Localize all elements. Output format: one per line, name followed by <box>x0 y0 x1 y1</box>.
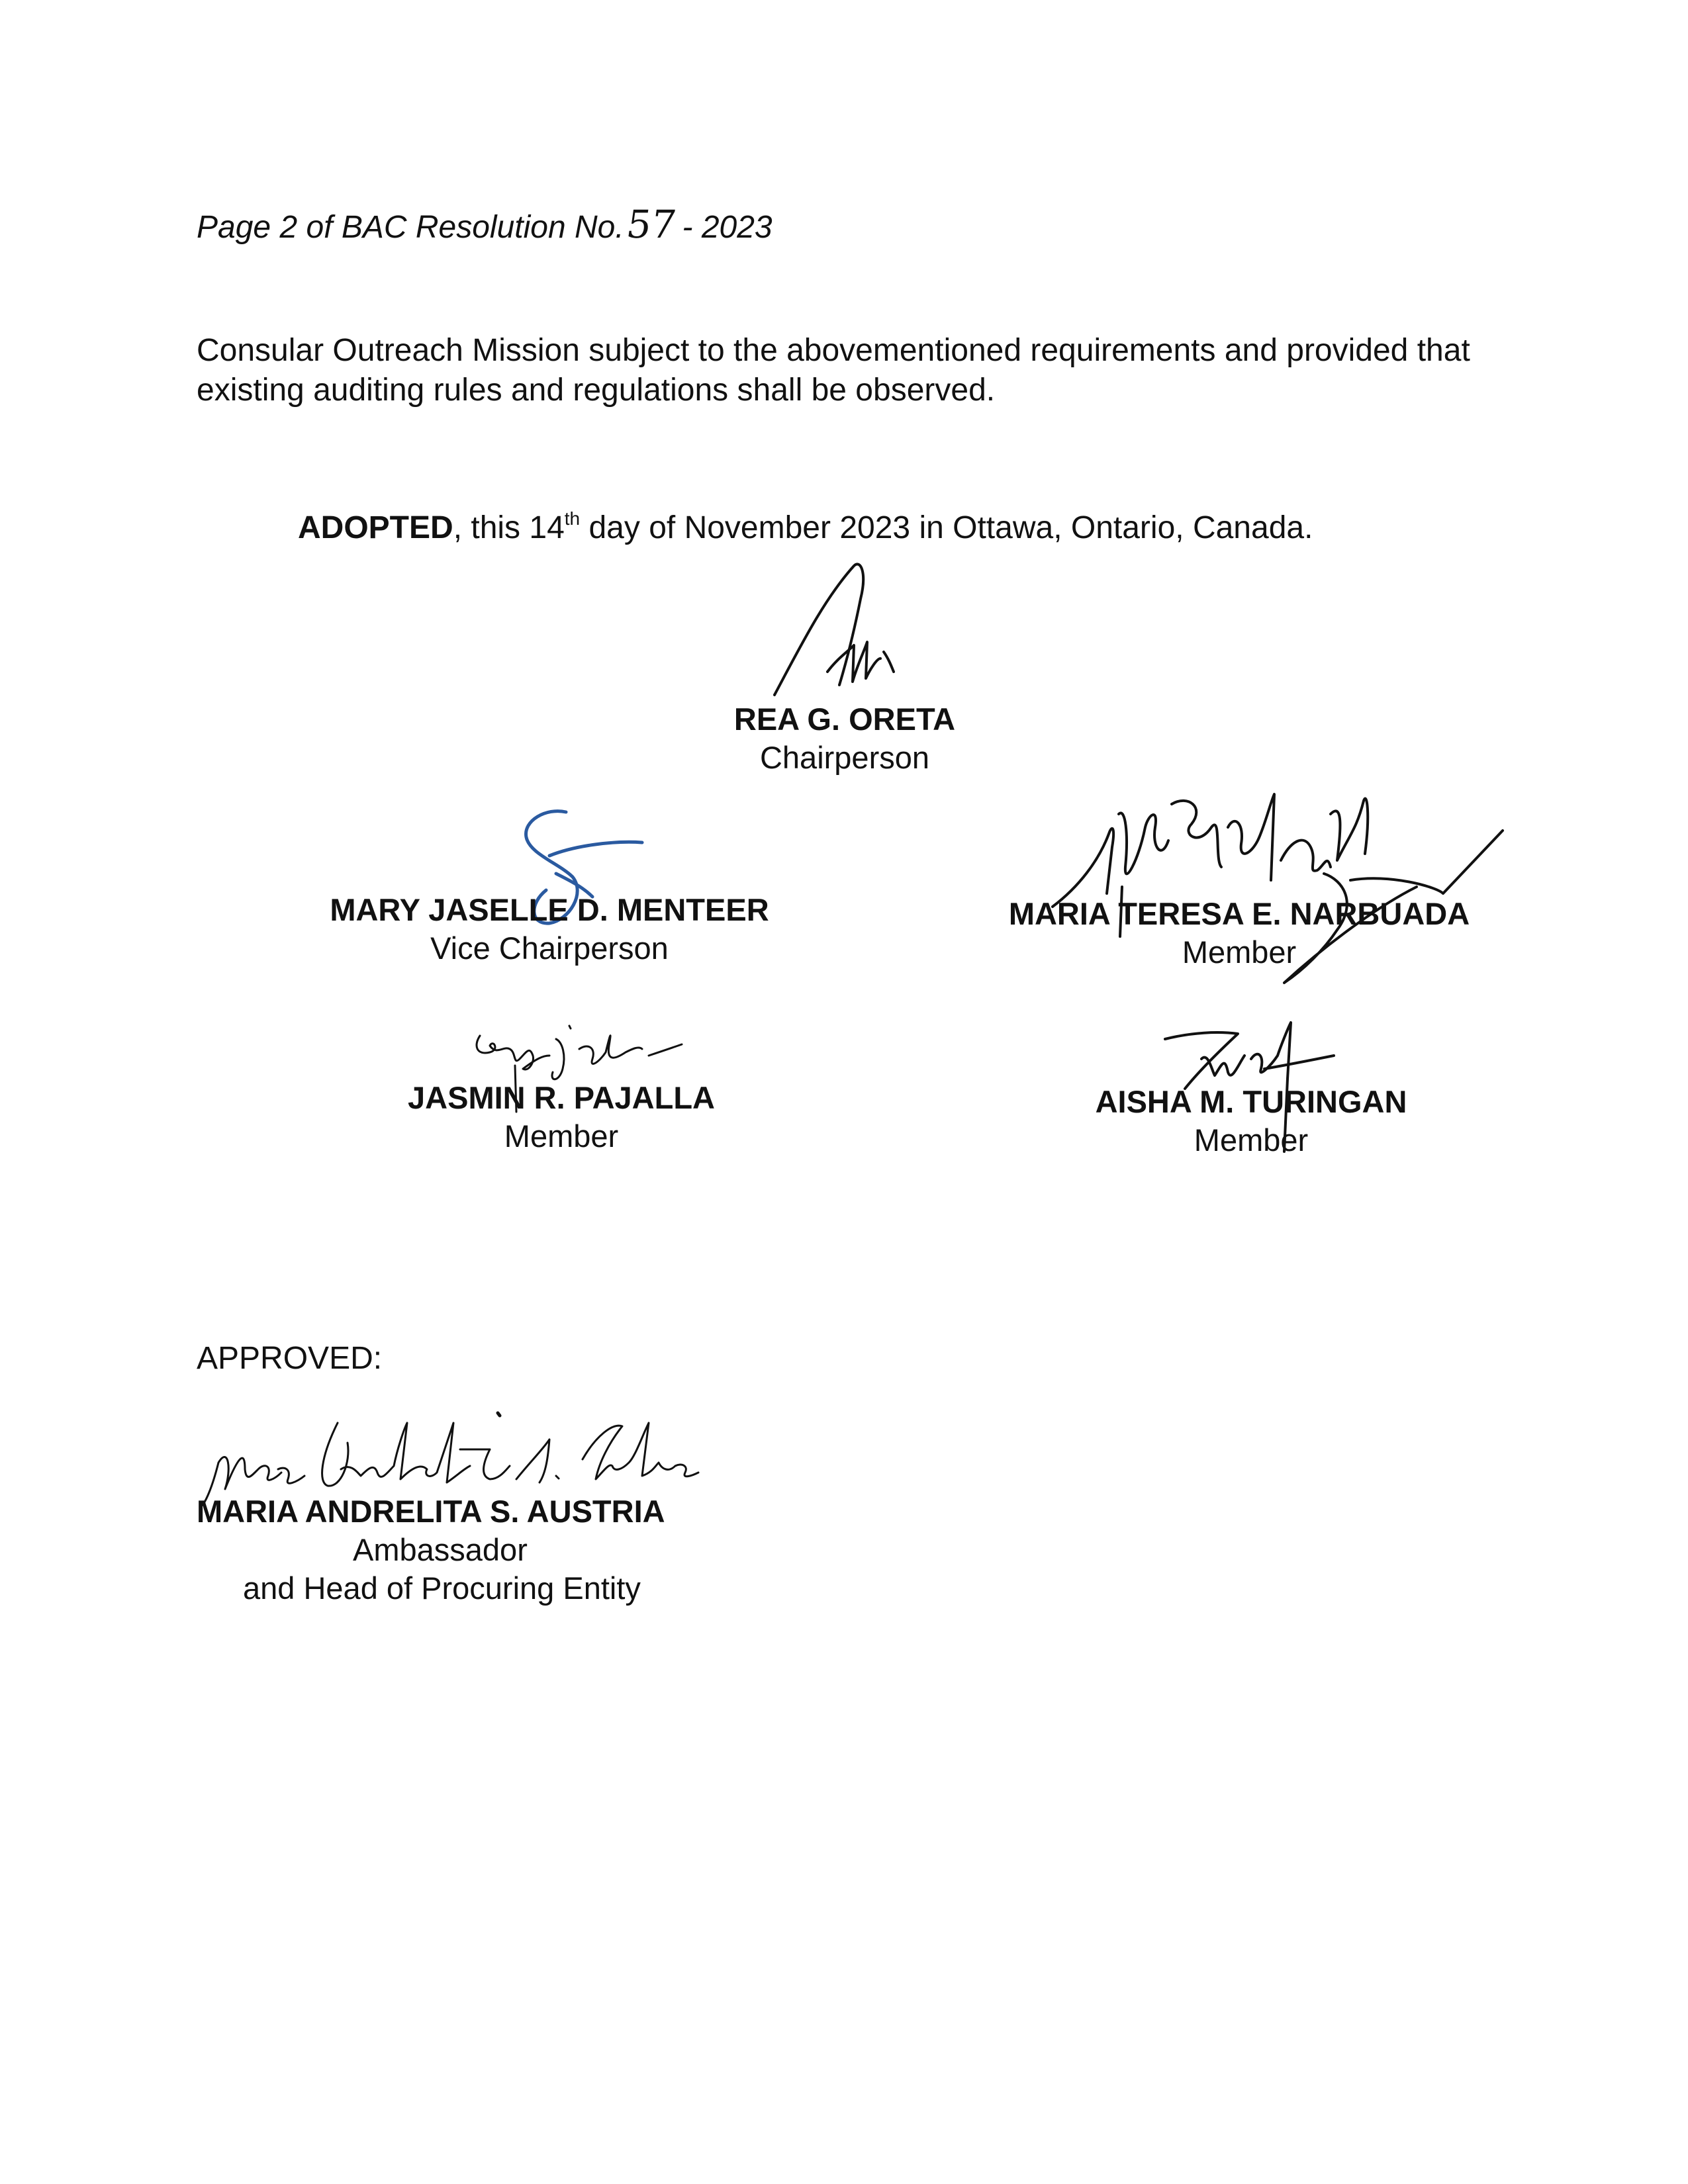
signatory-member-narbuada <box>1009 895 1470 972</box>
approver-name: MARIA ANDRELITA S. AUSTRIA <box>197 1494 665 1529</box>
resolution-number: 57 <box>623 202 679 247</box>
adopted-text-before: , this 14 <box>453 510 565 545</box>
signatory-name: MARIA TERESA E. NARBUADA <box>1008 896 1470 931</box>
signatory-member-turingan <box>1096 1083 1407 1160</box>
signatory-role: Member <box>504 1118 619 1154</box>
body-paragraph: Consular Outreach Mission subject to the abovementioned requirements and provided that existing auditing rules and regulations shall be observed. <box>197 333 1470 408</box>
adopted-label: ADOPTED <box>298 510 453 545</box>
adopted-statement <box>298 510 1313 546</box>
signatory-role: Chairperson <box>759 740 930 775</box>
approver-title: Ambassador <box>353 1532 528 1567</box>
approved-label: APPROVED: <box>197 1341 383 1376</box>
signatory-name: JASMIN R. PAJALLA <box>408 1080 715 1115</box>
header-suffix: - 2023 <box>682 210 773 245</box>
chairperson-signature <box>761 559 960 698</box>
page-header <box>197 202 773 247</box>
signatory-role: Vice Chairperson <box>430 931 669 966</box>
header-prefix: Page 2 of BAC Resolution No. <box>197 210 624 245</box>
approver-block <box>197 1492 665 1608</box>
signatory-role: Member <box>1182 934 1297 970</box>
approver-title-line2: and Head of Procuring Entity <box>243 1570 641 1606</box>
signatory-name: MARY JASELLE D. MENTEER <box>330 892 769 927</box>
adopted-text-after: day of November 2023 in Ottawa, Ontario, Canada. <box>580 510 1313 545</box>
signatory-member-pajalla <box>408 1079 715 1156</box>
signatory-name: REA G. ORETA <box>733 702 956 737</box>
signatory-role: Member <box>1194 1122 1309 1158</box>
signatory-vice-chairperson <box>330 891 769 968</box>
adopted-ordinal: th <box>564 508 581 529</box>
signatory-name: AISHA M. TURINGAN <box>1095 1084 1407 1119</box>
signatory-chairperson <box>734 700 955 777</box>
